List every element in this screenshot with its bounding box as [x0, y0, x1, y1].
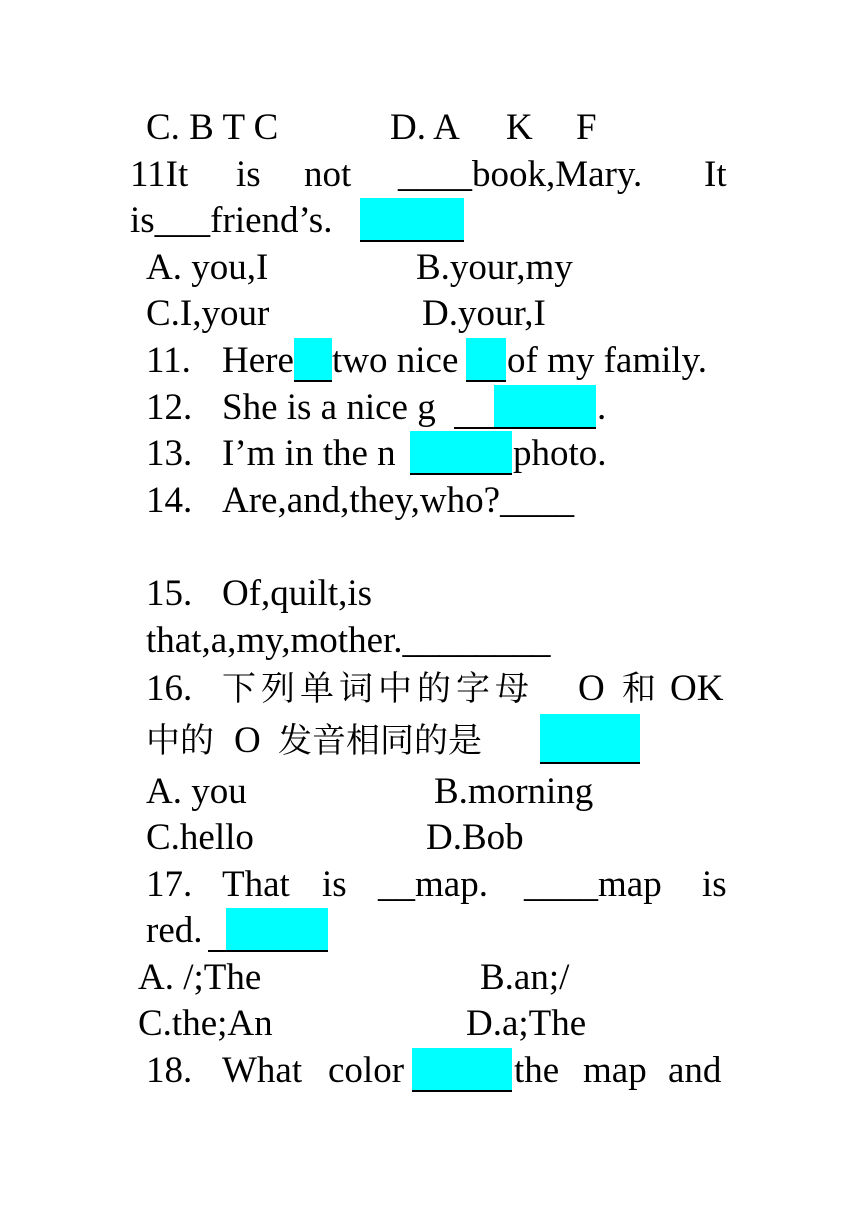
question-text: .	[597, 387, 607, 428]
question-text: that,a,my,mother.________	[146, 620, 551, 661]
question-word: not	[304, 154, 352, 195]
question-number: 14.	[146, 480, 193, 521]
answer-blank[interactable]	[294, 338, 332, 382]
answer-blank[interactable]	[494, 385, 596, 429]
question-word: 11It	[130, 154, 189, 195]
question-number: 11.	[146, 340, 191, 381]
answer-underline	[412, 1090, 512, 1092]
question-text: Are,and,they,who?____	[222, 480, 575, 521]
answer-underline	[540, 762, 640, 764]
option-c: C.hello	[146, 817, 254, 858]
option-c: C.I,your	[146, 293, 270, 334]
option-a: A. you,I	[146, 247, 269, 288]
answer-blank[interactable]	[410, 431, 512, 475]
question-word: __map.	[378, 864, 488, 905]
answer-blank[interactable]	[360, 198, 464, 242]
question-text: Here	[222, 340, 294, 381]
question-word: ____map	[524, 864, 662, 905]
question-number: 18.	[146, 1050, 193, 1091]
question-number: 16.	[146, 668, 193, 709]
question-word: is	[236, 154, 261, 195]
option-a: A. you	[146, 771, 247, 812]
option-c: C.the;An	[138, 1003, 273, 1044]
question-number: 15.	[146, 573, 193, 614]
question-word: What	[222, 1050, 303, 1091]
question-text: 下列单词中的字母	[222, 669, 534, 709]
question-text: Of,quilt,is	[222, 573, 373, 614]
answer-underline	[360, 240, 464, 242]
answer-underline	[208, 950, 328, 952]
question-number: 17.	[146, 864, 193, 905]
answer-underline	[294, 380, 332, 382]
option-d-letter: K	[506, 107, 533, 148]
question-text: two nice	[332, 340, 459, 381]
question-number: 12.	[146, 387, 193, 428]
question-number: 13.	[146, 433, 193, 474]
answer-blank[interactable]	[540, 714, 640, 762]
answer-blank[interactable]	[412, 1048, 512, 1092]
answer-underline	[410, 473, 512, 475]
question-word: map	[583, 1050, 647, 1091]
option-c: C. B T C	[146, 107, 279, 148]
question-text: O	[234, 720, 261, 761]
question-word: ____book,Mary.	[398, 154, 643, 195]
question-text: O	[578, 668, 605, 709]
question-word: the	[514, 1050, 560, 1091]
question-text: photo.	[513, 433, 607, 474]
answer-blank[interactable]	[466, 338, 506, 382]
option-b: B.an;/	[480, 957, 570, 998]
question-word: is	[322, 864, 347, 905]
question-word: color	[328, 1050, 405, 1091]
option-b: B.your,my	[416, 247, 573, 288]
question-text: is___friend’s.	[130, 200, 333, 241]
question-text: OK	[670, 668, 724, 709]
option-a: A. /;The	[138, 957, 262, 998]
question-text: 发音相同的是	[278, 721, 482, 761]
answer-blank[interactable]	[226, 908, 328, 952]
option-b: B.morning	[434, 771, 594, 812]
question-text: I’m in the n	[222, 433, 396, 474]
question-text: 和	[622, 669, 656, 709]
option-d-letter: F	[576, 107, 597, 148]
answer-underline	[454, 427, 596, 429]
option-d: D.your,I	[422, 293, 546, 334]
option-d: D.a;The	[466, 1003, 587, 1044]
question-text: of my family.	[507, 340, 708, 381]
question-text: She is a nice g	[222, 387, 436, 428]
option-d: D.Bob	[426, 817, 524, 858]
question-text: red.	[146, 910, 203, 951]
question-text: 中的	[146, 721, 214, 761]
question-word: That	[222, 864, 290, 905]
question-word: is	[702, 864, 727, 905]
question-word: It	[704, 154, 727, 195]
question-word: and	[668, 1050, 722, 1091]
option-d: D. A	[390, 107, 460, 148]
answer-underline	[466, 380, 506, 382]
